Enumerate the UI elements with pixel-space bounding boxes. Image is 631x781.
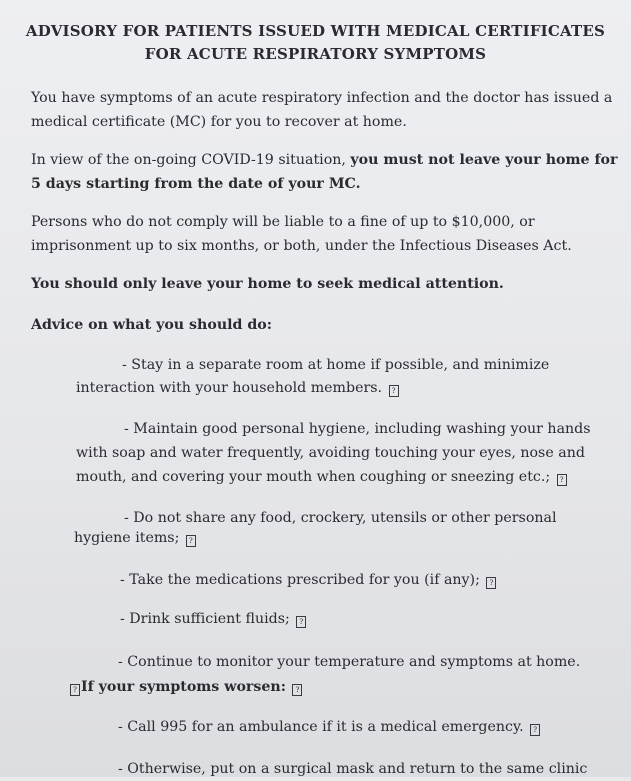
text-bold: you must not leave your home for	[350, 152, 618, 168]
worsen-item-2: - Otherwise, put on a surgical mask and return to the same clinic	[118, 761, 588, 777]
paragraph-line	[31, 272, 606, 296]
missing-glyph-icon: ?	[70, 684, 80, 696]
document-title	[0, 20, 631, 66]
paragraph-line	[31, 148, 618, 172]
line-text: mouth, and covering your mouth when coughing or sneezing etc.;	[76, 469, 551, 485]
advice-item-6: - Continue to monitor your temperature and symptoms at home.	[118, 654, 581, 670]
missing-glyph-icon: ?	[296, 616, 306, 628]
line-text: interaction with your household members.	[76, 380, 383, 396]
text-bold: You should only leave your home to seek medical attention.	[31, 276, 504, 292]
worsen-item-1	[118, 715, 540, 739]
line-text: - Call 995 for an ambulance if it is a medical emergency.	[118, 719, 524, 735]
line-text: - Drink sufficient fluids;	[120, 611, 290, 627]
advice-item-1-line-2	[76, 376, 399, 400]
text-bold: Advice on what you should do:	[31, 317, 273, 333]
paragraph-medical-attention	[31, 272, 606, 296]
text-bold: 5 days starting from the date of your MC.	[31, 176, 361, 192]
paragraph-penalty	[31, 210, 606, 258]
worsen-heading	[70, 675, 302, 699]
advice-item-1-line-1: - Stay in a separate room at home if possible, and minimize	[122, 357, 550, 373]
title-line-2: FOR ACUTE RESPIRATORY SYMPTOMS	[144, 45, 487, 63]
paragraph-stay-home	[31, 148, 618, 196]
line-text: - Take the medications prescribed for you (if any);	[120, 572, 480, 588]
missing-glyph-icon: ?	[389, 385, 399, 397]
advice-heading	[31, 313, 606, 337]
missing-glyph-icon: ?	[292, 684, 302, 696]
paragraph-symptoms	[31, 86, 613, 134]
paragraph-line: Persons who do not comply will be liable to a fine of up to $10,000, or	[31, 214, 535, 230]
title-line-1: ADVISORY FOR PATIENTS ISSUED WITH MEDICAL CERTIFICATES	[25, 22, 606, 40]
advice-item-4	[120, 568, 496, 592]
text-bold: If your symptoms worsen:	[81, 679, 286, 695]
paragraph-line: You have symptoms of an acute respiratory infection and the doctor has issued a	[31, 90, 613, 106]
paragraph-line: medical certificate (MC) for you to recover at home.	[31, 114, 407, 130]
line-text: hygiene items;	[74, 530, 180, 546]
text-normal: In view of the on-going COVID-19 situation,	[31, 152, 351, 168]
missing-glyph-icon: ?	[530, 724, 540, 736]
advice-item-2-line-1: - Maintain good personal hygiene, including washing your hands	[124, 421, 591, 437]
advice-item-5	[120, 607, 306, 631]
paragraph-line	[31, 313, 606, 337]
paragraph-line: imprisonment up to six months, or both, under the Infectious Diseases Act.	[31, 238, 572, 254]
advice-item-3-line-2	[74, 526, 196, 550]
paragraph-line	[31, 172, 606, 196]
advice-item-3-line-1: - Do not share any food, crockery, utensils or other personal	[124, 510, 557, 526]
advice-item-2-line-3	[76, 465, 567, 489]
missing-glyph-icon: ?	[486, 577, 496, 589]
missing-glyph-icon: ?	[186, 535, 196, 547]
advice-item-2-line-2: with soap and water frequently, avoiding touching your eyes, nose and	[76, 445, 585, 461]
missing-glyph-icon: ?	[557, 474, 567, 486]
